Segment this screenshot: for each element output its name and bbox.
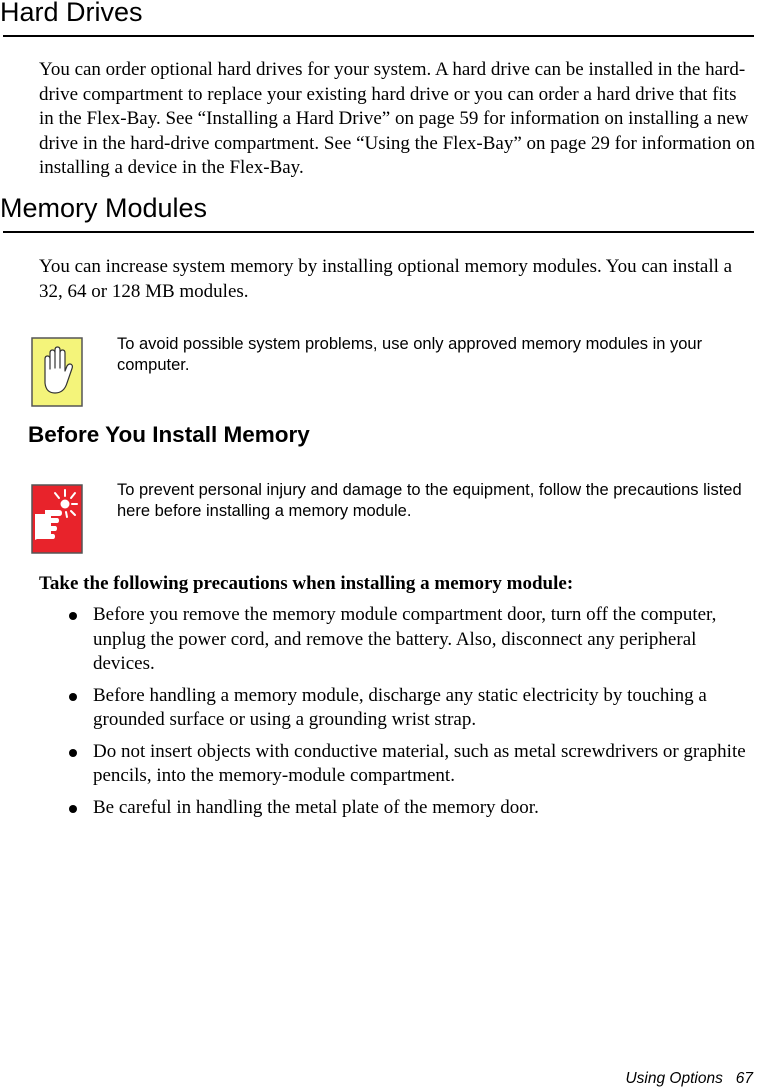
heading-before-you-install-memory: Before You Install Memory (28, 422, 310, 447)
bullet-icon (69, 749, 77, 757)
heading-hard-drives: Hard Drives (0, 0, 143, 27)
warning-note: To prevent personal injury and damage to the equipment, follow the precautions listed here before installing a memory module. (117, 481, 742, 520)
list-item: Before handling a memory module, discharge any static electricity by touching a grounded surface or using a grounding wrist strap. (39, 684, 755, 733)
page-footer (625, 1069, 753, 1089)
electric-hazard-hand-icon (31, 484, 83, 554)
precautions-list (39, 603, 755, 827)
list-item: Be careful in handling the metal plate of the memory door. (39, 796, 755, 821)
page-number: 67 (735, 1070, 753, 1087)
list-item: Do not insert objects with conductive material, such as metal screwdrivers or graphite pencils, into the memory-module compartment. (39, 740, 755, 789)
bullet-icon (69, 612, 77, 620)
precautions-lead: Take the following precautions when installing a memory module: (39, 573, 574, 594)
footer-section: Using Options (625, 1070, 723, 1087)
heading-rule (3, 35, 754, 37)
list-item: Before you remove the memory module compartment door, turn off the computer, unplug the power cord, and remove the battery. Also, disconnect any peripheral devices. (39, 603, 755, 677)
caution-note: To avoid possible system problems, use only approved memory modules in your computer. (117, 335, 703, 374)
hard-drives-paragraph: You can order optional hard drives for your system. A hard drive can be installed in the hard-drive compartment to replace your existing hard drive or you can order a hard drive that fits in the Flex-Bay. See “Installing a Hard Drive” on page 59 for information on installing a new drive in the hard-drive compartment. See “Using the Flex-Bay” on page 29 for information on installing a device in the Flex-Bay. (39, 59, 755, 178)
bullet-icon (69, 693, 77, 701)
heading-rule (3, 231, 754, 233)
stop-hand-icon (31, 337, 83, 407)
memory-modules-paragraph: You can increase system memory by installing optional memory modules. You can install a 32, 64 or 128 MB modules. (39, 256, 733, 302)
bullet-icon (69, 805, 77, 813)
heading-memory-modules: Memory Modules (0, 193, 208, 223)
